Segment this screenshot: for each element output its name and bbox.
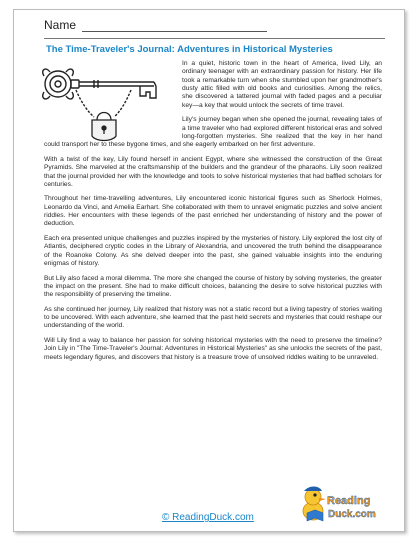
name-label: Name: [44, 18, 77, 32]
name-write-line: [82, 21, 267, 32]
paragraph-3: With a twist of the key, Lily found herself in ancient Egypt, where she witnessed the construction of the Great Pyramids. She marveled at the craftsmanship of the builders and the grandeur of the pharaohs. Lily soon realized that the journal provided her with the knowledge and tools to solve historical mysteries that had baffled scholars for centuries.: [44, 155, 382, 188]
paragraph-1: In a quiet, historic town in the heart of America, lived Lily, an ordinary teenager with an extraordinary passion for history. Her life took a remarkable turn when she stumbled upon her grandmother's dusty attic filled with old books and curiosities. Among the relics, she discovered a tattered journal with faded pages and a peculiar key—a key that would unlock the secrets of time travel.: [182, 60, 382, 109]
paragraph-8: Will Lily find a way to balance her passion for solving historical mysteries with the need to preserve the timeline? Join Lily in "The Time-Traveler's Journal: Adventures in Historical Mysteries" as she unlocks the secrets of the past, meets legendary figures, and discovers that history is a treasure trove of unsolved riddles waiting to be unraveled.: [44, 336, 382, 361]
logo-text-duck: Duck.com: [328, 509, 376, 520]
story-title: The Time-Traveler's Journal: Adventures in Historical Mysteries: [46, 44, 333, 55]
logo-text-reading: Reading: [327, 495, 371, 507]
copyright-link[interactable]: © ReadingDuck.com: [162, 512, 254, 523]
paragraph-7: As she continued her journey, Lily realized that history was not a static record but a living tapestry of stories waiting to be uncovered. With each adventure, she learned that the past held secrets and mysteries that could reshape our understanding of the world.: [44, 305, 382, 330]
reading-duck-logo-icon: [301, 483, 376, 527]
header-divider: [44, 38, 385, 39]
worksheet-page: [13, 9, 405, 532]
paragraph-2: Lily's journey began when she opened the journal, revealing tales of a time traveler who had explored different historical eras and solved long-forgotten mysteries. She realized that the key in her hand could transport her to these bygone times, and she eagerly embarked on her first adventure.: [44, 116, 382, 149]
paragraph-5: Each era presented unique challenges and puzzles inspired by the mysteries of history. Lily explored the lost city of Atlantis, deciphered cryptic codes in the Library of Alexandria, and uncovered the truth behind the disappearance of the Roanoke Colony. As she delved deeper into the past, she gained valuable insights into the enduring enigmas of history.: [44, 234, 382, 267]
story-body: [44, 60, 382, 368]
paragraph-4: Throughout her time-travelling adventures, Lily encountered iconic historical figures such as Sherlock Holmes, Leonardo da Vinci, and Amelia Earhart. She collaborated with them to unravel enigmatic puzzles and solve ancient riddles. Her encounters with these legends of the past enriched her understanding of history and the power of deduction.: [44, 195, 382, 228]
illustration-spacer: [44, 60, 182, 141]
paragraph-6: But Lily also faced a moral dilemma. The more she changed the course of history by solving mysteries, the greater the impact on the present. She had to make difficult choices, balancing the desire to solve historical puzzles with the responsibility of preserving the timeline.: [44, 274, 382, 299]
name-field: [44, 18, 267, 32]
